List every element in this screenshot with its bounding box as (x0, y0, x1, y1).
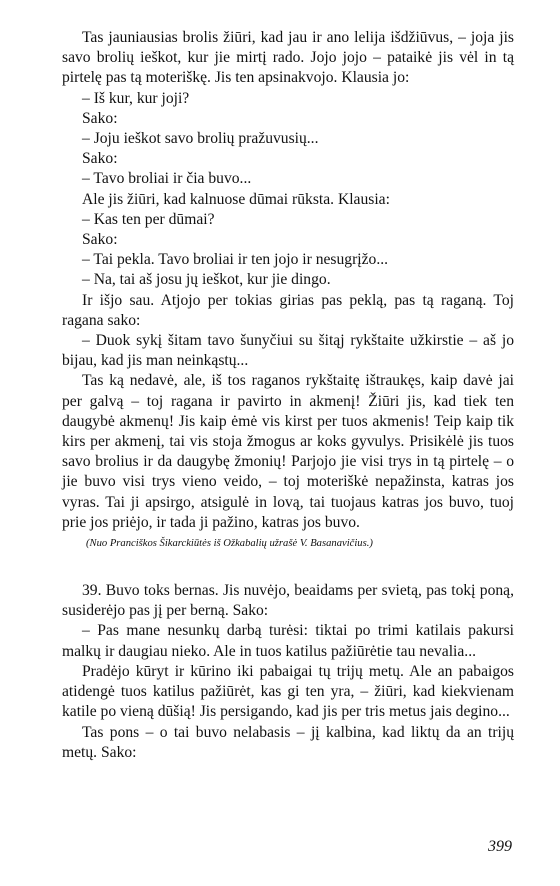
story-section (62, 28, 514, 533)
paragraph: – Na, tai aš josu jų ieškot, kur jie dingo. (82, 271, 331, 289)
page-number: 399 (488, 838, 512, 855)
paragraph: – Joju ieškot savo brolių pražuvusių... (82, 130, 319, 148)
paragraph: – Iš kur, kur joji? (82, 89, 190, 107)
story-section (62, 581, 514, 763)
paragraph: Ir išjo sau. Atjojo per tokias girias pas peklą, pas tą raganą. Toj ragana sako: (62, 291, 514, 329)
paragraph: – Pas mane nesunkų darbą turėsi: tiktai po trimi katilais pakursi malkų ir daugiau nieko. Ale in tuos katilus pažiūrėtie tau nevalia... (62, 622, 514, 660)
paragraph: Sako: (82, 109, 118, 127)
section-gap (62, 551, 514, 581)
source-note: (Nuo Pranciškos Šikarckiūtės iš Ožkabalių užrašė V. Basanavičius.) (86, 538, 373, 550)
paragraph: Sako: (82, 150, 118, 168)
paragraph: Tas ką nedavė, ale, iš tos raganos rykštaitę ištraukęs, kaip davė jai per galvą – toj ragana ir pavirto in akmenį! Žiūri jis, kad tiek ten daugybė akmenų! Jis kaip ėmė vis kirst per tuos akmenis! Teip kaip tik kirs per akmenį, tai vis stoja žmogus ar koks gyvulys. Prisikėlė jis tuos savo brolius ir da daugybę žmonių! Parjojo jie visi trys in tą pirtelę – o jie buvo visi trys vieno veido, – toj moteriškė nepažinsta, katras jos vyras. Tai ji apsirgo, atsigulė in lovą, tai tuojaus katras jos buvo, tuoj prie jos priėjo, ir tada ji pažino, katras jos buvo. (62, 372, 514, 531)
paragraph: – Tai pekla. Tavo broliai ir ten jojo ir nesugrįžo... (82, 251, 389, 269)
paragraph: – Kas ten per dūmai? (82, 210, 215, 228)
paragraph: Pradėjo kūryt ir kūrino iki pabaigai tų trijų metų. Ale an pabaigos atidengė tuos katilus pažiūrėt, kas gi ten yra, – žiūri, kad kiekvienam katile po vieną dūšią! Jis persigando, kad jis per tris metus jais degino... (62, 662, 514, 721)
paragraph: Tas jauniausias brolis žiūri, kad jau ir ano lelija išdžiūvus, – joja jis savo brolių ieškot, kur jie mirtį rado. Jojo jojo – pataikė jis vėl in tą pirtelę pas tą moteriškę. Jis ten apsinakvojo. Klausia jo: (62, 29, 514, 87)
paragraph: Ale jis žiūri, kad kalnuose dūmai rūksta. Klausia: (82, 190, 390, 208)
page-text (62, 28, 514, 763)
paragraph: Sako: (82, 231, 118, 249)
paragraph: – Tavo broliai ir čia buvo... (82, 170, 252, 188)
paragraph: 39. Buvo toks bernas. Jis nuvėjo, beaidams per svietą, pas tokį poną, susiderėjo pas jį per berną. Sako: (62, 582, 514, 620)
paragraph: Tas pons – o tai buvo nelabasis – jį kalbina, kad liktų da an trijų metų. Sako: (62, 723, 514, 761)
paragraph: – Duok sykį šitam tavo šunyčiui su šitąj rykštaite užkirstie – aš jo bijau, kad jis man neinkąstų... (62, 332, 514, 370)
